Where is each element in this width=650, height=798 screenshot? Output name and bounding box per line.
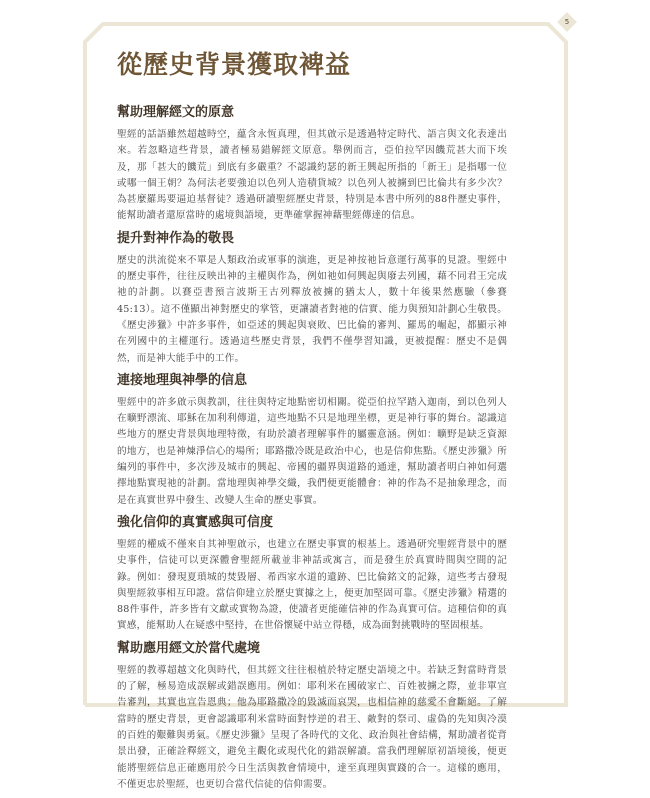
section-heading: 連接地理與神學的信息 — [117, 372, 248, 388]
section-body: 聖經中的許多啟示與教訓，往往與特定地點密切相關。從亞伯拉罕踏入迦南，到以色列人在曠野漂流、耶穌在加利利傳道，這些地點不只是地理坐標，更是神行事的舞台。認識這些地方的歷史背景與地理特徵，有助於讀者理解事件的屬靈意涵。例如：曠野是缺乏資源的地方，也是神煉淨信心的場所；耶路撒冷既是政治中心，也是信仰焦點。《歷史涉獵》所編列的事件中，多次涉及城市的興起、帝國的疆界與道路的通達，幫助讀者明白神如何選擇地點實現祂的計劃。當地理與神學交織，我們便更能體會：神的作為不是抽象理念，而是在真實世界中發生、改變人生命的歷史事實。 — [117, 396, 507, 506]
section-faith-credibility — [117, 514, 507, 635]
section-body: 聖經的話語雖然超越時空，蘊含永恆真理，但其啟示是透過特定時代、語言與文化表達出來。若忽略這些背景，讀者極易錯解經文原意。舉例而言，亞伯拉罕因饑荒甚大而下埃及，那「甚大的饑荒」到底有多嚴重？不認識約瑟的新王興起所指的「新王」是指哪一位或哪一個王朝？為何法老要強迫以色列人造積貨城？以色列人被擄到巴比倫共有多少次？為甚麼羅馬要逼迫基督徒？透過研讀聖經歷史背景，特別是本書中所列的88件歷史事件，能幫助讀者還原當時的處境與語境，更準確掌握神藉聖經傳達的信息。 — [117, 129, 507, 222]
section-body: 歷史的洪流從來不單是人類政治或軍事的演進，更是神按祂旨意運行萬事的見證。聖經中的歷史事件，往往反映出神的主權與作為，例如祂如何興起與廢去列國，藉不同君王完成祂的計劃。以賽亞書預言波斯王古列釋放被擄的猶太人，數十年後果然應驗（參賽45:13）。這不僅顯出神對歷史的掌管，更讓讀者對祂的信實、能力與預知計劃心生敬畏。《歷史涉獵》中許多事件，如亞述的興起與衰敗、巴比倫的審判、羅馬的崛起，都顯示神在列國中的主權運行。透過這些歷史背景，我們不僅學習知識，更被提醒：歷史不是偶然，而是神大能手中的工作。 — [117, 254, 507, 364]
section-reverence-for-god — [117, 230, 507, 367]
section-understand-original-meaning — [117, 104, 507, 225]
section-heading: 提升對神作為的敬畏 — [117, 230, 235, 246]
section-heading: 幫助理解經文的原意 — [117, 105, 235, 120]
section-body: 聖經的權威不僅來自其神聖啟示，也建立在歷史事實的根基上。透過研究聖經背景中的歷史事件，信徒可以更深體會聖經所載並非神話或寓言，而是發生於真實時間與空間的記錄。例如：發現夏瑣城的焚毀層、希西家水道的遺跡、巴比倫銘文的記錄，這些考古發現與聖經敘事相互印證。當信仰建立於歷史實據之上，便更加堅固可靠。《歷史涉獵》精選的88件事件，許多皆有文獻或實物為證，使讀者更能確信神的作為真實可信。這種信仰的真實感，能幫助人在疑惑中堅持，在世俗懷疑中站立得穩，成為面對挑戰時的堅固根基。 — [117, 538, 507, 632]
section-heading: 幫助應用經文於當代處境 — [117, 640, 261, 656]
section-contemporary-application — [117, 640, 507, 793]
page-number: 5 — [564, 18, 570, 26]
section-geography-theology — [117, 372, 507, 509]
page-number-badge — [557, 12, 577, 32]
section-body: 聖經的教導超越文化與時代，但其經文往往根植於特定歷史語境之中。若缺乏對當時背景的了解，極易造成誤解或錯誤應用。例如：耶利米在國破家亡、百姓被擄之際，並非單宣告審判，其實也宣告恩典；他為耶路撒冷的毀滅而哀哭，也相信神的慈愛不會斷絕。了解當時的歷史背景，更會認識耶利米當時面對悖逆的君王、敵對的祭司、虛偽的先知與冷漠的百姓的艱難與勇氣。《歷史涉獵》呈現了各時代的文化、政治與社會結構，幫助讀者從背景出發，正確詮釋經文，避免主觀化或現代化的錯誤解讀。當我們理解原初語境後，便更能將聖經信息正確應用於今日生活與教會情境中，達至真理與實踐的合一。這樣的應用，不僅更忠於聖經，也更切合當代信徒的信仰需要。 — [117, 664, 507, 790]
page-title: 從歷史背景獲取裨益 — [117, 50, 352, 79]
article — [117, 48, 507, 798]
section-heading: 強化信仰的真實感與可信度 — [117, 514, 274, 530]
